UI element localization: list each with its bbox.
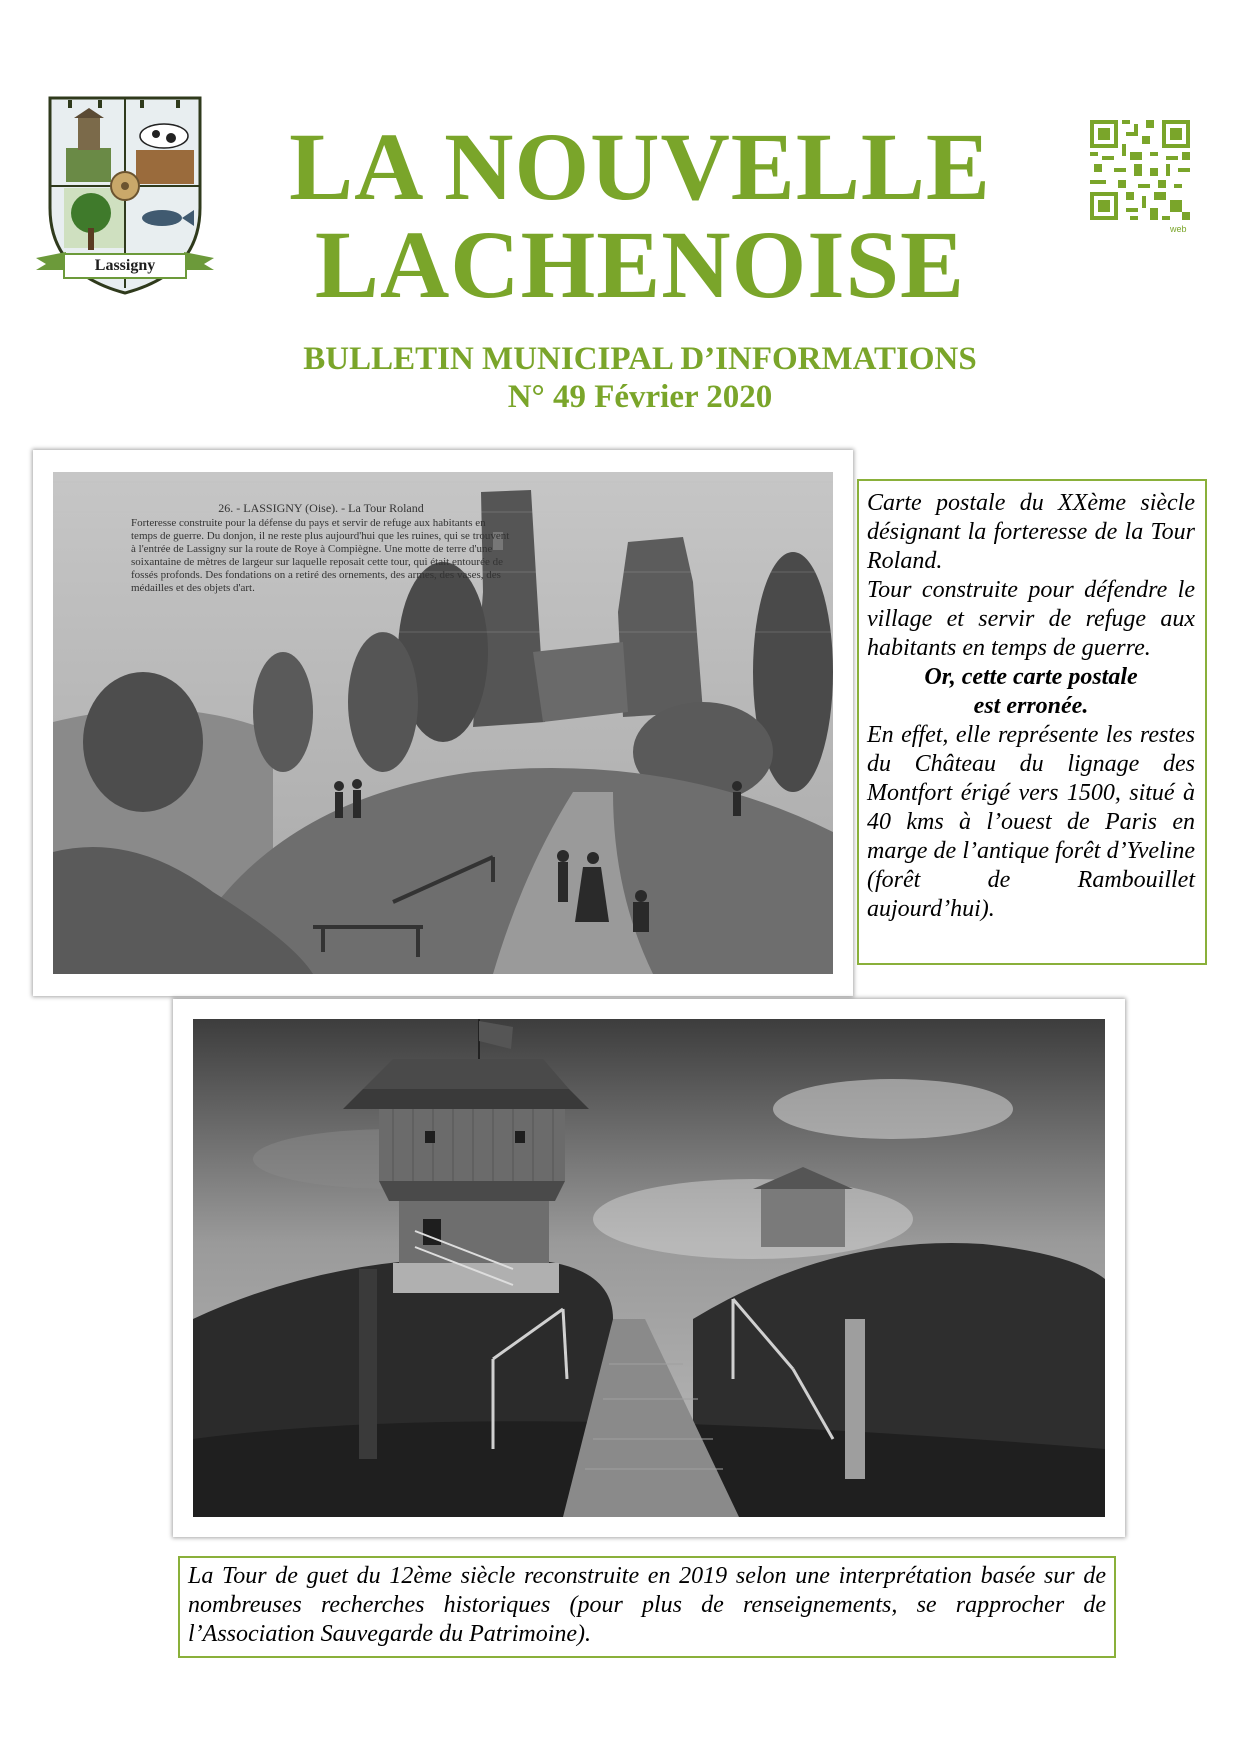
caption1-paragraph-1: Carte postale du XXème siècle désignant la forteresse de la Tour Roland. xyxy=(867,490,1195,574)
postcard-title: 26. - LASSIGNY (Oise). - La Tour Roland xyxy=(218,501,424,515)
postcard-printed-caption xyxy=(131,502,511,595)
caption1-emphasis-2: est erronée. xyxy=(973,693,1089,719)
postcard-caption-box xyxy=(857,479,1207,965)
watchtower-photo-frame xyxy=(173,999,1125,1537)
caption1-emphasis-1: Or, cette carte postale xyxy=(924,664,1138,690)
crest-banner-text: Lassigny xyxy=(94,257,156,274)
issue-number: N° 49 Février 2020 xyxy=(507,379,773,415)
title-line-2: LACHENOISE xyxy=(314,211,966,318)
subtitle xyxy=(200,340,1080,416)
subtitle-line-1: BULLETIN MUNICIPAL D’INFORMATIONS xyxy=(303,341,977,377)
title-line-1: LA NOUVELLE xyxy=(289,113,991,220)
qr-code[interactable] xyxy=(1090,120,1190,220)
caption2-text: La Tour de guet du 12ème siècle reconstruite en 2019 selon une interprétation basée sur de nombreuses recherches historiques (pour plus de renseignements, se rapprocher de l’Association Sauvegarde du Patrimoine). xyxy=(188,1563,1106,1647)
caption1-paragraph-2: Tour construite pour défendre le village et servir de refuge aux habitants en temps de guerre. xyxy=(867,577,1195,661)
coat-of-arms xyxy=(36,88,214,310)
postcard-image xyxy=(53,472,833,974)
caption1-paragraph-3: En effet, elle représente les restes du Château du lignage des Montfort érigé vers 1500, situé à 40 kms à l’ouest de Paris en marge de l’antique forêt d’Yveline (forêt de Rambouillet aujourd’hui). xyxy=(867,722,1195,922)
qr-label: web xyxy=(1170,224,1187,234)
postcard-text: Forteresse construite pour la défense du pays et servir de refuge aux habitants en temps de guerre. Du donjon, il ne reste plus aujourd'hui que les ruines, qui se trouvent à l'entrée de Lassigny sur la route de Roye à Compiègne. Une motte de terre d'une soixantaine de mètres de largeur sur laquelle reposait cette tour, qui était entourée de fossés profonds. Des fondations on a retiré des ornements, des armes, des vases, des médailles et des objets d'art. xyxy=(131,517,510,594)
page-title xyxy=(250,113,1030,318)
watchtower-caption-box xyxy=(178,1556,1116,1658)
watchtower-image xyxy=(193,1019,1105,1517)
postcard-photo-frame xyxy=(33,450,853,996)
